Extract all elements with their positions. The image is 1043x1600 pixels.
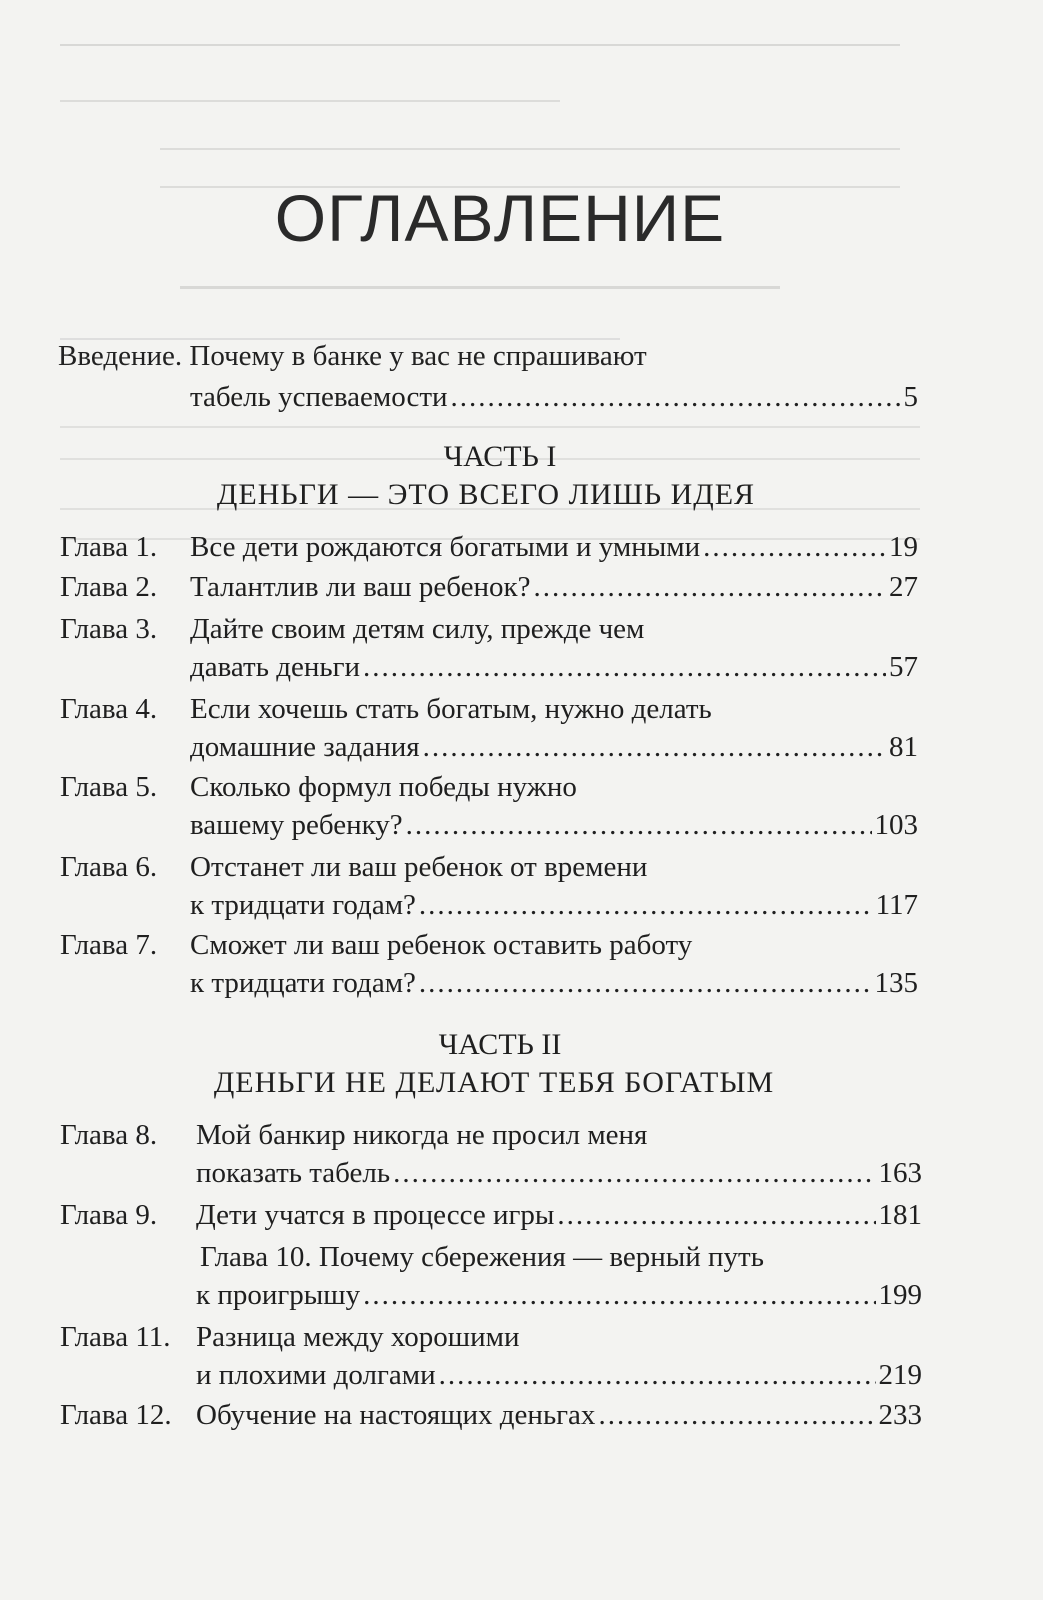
chapter-label: Глава 11.	[60, 1321, 171, 1353]
chapter-label: Глава 1.	[60, 531, 158, 563]
leader-dots	[451, 378, 901, 416]
chapter-label: Глава 3.	[60, 613, 158, 645]
chapter-title-text: домашние задания	[190, 731, 420, 763]
chapter-line	[196, 1276, 922, 1314]
chapter-title-text: Мой банкир никогда не просил меня	[196, 1119, 648, 1151]
page-number: 163	[878, 1157, 922, 1189]
chapter-line	[196, 1196, 922, 1234]
chapter-line	[190, 886, 918, 924]
chapter-title-text: Глава 10. Почему сбережения — верный путь	[200, 1241, 764, 1273]
page-number: 81	[889, 731, 918, 763]
chapter-line	[196, 1154, 922, 1192]
page-number: 19	[889, 531, 918, 563]
leader-dots	[363, 648, 886, 686]
chapter-title-text: к проигрышу	[196, 1279, 361, 1311]
chapter-label: Глава 4.	[60, 693, 158, 725]
part2-title: ДЕНЬГИ НЕ ДЕЛАЮТ ТЕБЯ БОГАТЫМ	[213, 1066, 775, 1099]
leader-dots	[419, 964, 872, 1002]
leader-dots	[423, 728, 886, 766]
chapter-title-text: Отстанет ли ваш ребенок от времени	[190, 851, 648, 883]
chapter-line	[196, 1356, 922, 1394]
page-number: 27	[889, 571, 918, 603]
part1-title: ДЕНЬГИ — ЭТО ВСЕГО ЛИШЬ ИДЕЯ	[216, 478, 756, 511]
chapter-line	[190, 648, 918, 686]
leader-dots	[533, 568, 886, 606]
leader-dots	[703, 528, 886, 566]
chapter-title-text: и плохими долгами	[196, 1359, 436, 1391]
chapter-label: Глава 5.	[60, 771, 158, 803]
chapter-title-text: вашему ребенку?	[190, 809, 403, 841]
page-number: 5	[903, 381, 918, 413]
leader-dots	[363, 1276, 875, 1314]
chapter-label: Глава 6.	[60, 851, 158, 883]
page-number: 233	[878, 1399, 922, 1431]
chapter-label: Глава 7.	[60, 929, 158, 961]
leader-dots	[393, 1154, 875, 1192]
chapter-title-text: к тридцати годам?	[190, 889, 416, 921]
part1-number: ЧАСТЬ I	[443, 440, 557, 473]
chapter-title-text: Талантлив ли ваш ребенок?	[190, 571, 531, 603]
chapter-line	[190, 528, 918, 566]
chapter-label: Глава 2.	[60, 571, 158, 603]
leader-dots	[406, 806, 872, 844]
chapter-title-text: показать табель	[196, 1157, 391, 1189]
chapter-line	[190, 964, 918, 1002]
chapter-title-text: Дайте своим детям силу, прежде чем	[190, 613, 645, 645]
intro-text: табель успеваемости	[190, 381, 448, 413]
chapter-title-text: Сможет ли ваш ребенок оставить работу	[190, 929, 693, 961]
chapter-title-text: Разница между хорошими	[196, 1321, 520, 1353]
chapter-line	[190, 568, 918, 606]
page-number: 117	[875, 889, 918, 921]
chapter-line	[190, 806, 918, 844]
leader-dots	[439, 1356, 876, 1394]
page-number: 181	[878, 1199, 922, 1231]
leader-dots	[557, 1196, 875, 1234]
leader-dots	[598, 1396, 875, 1434]
part2-number: ЧАСТЬ II	[438, 1028, 562, 1061]
chapter-title-text: к тридцати годам?	[190, 967, 416, 999]
chapter-title-text: Все дети рождаются богатыми и умными	[190, 531, 701, 563]
page-number: 57	[889, 651, 918, 683]
chapter-title-text: Если хочешь стать богатым, нужно делать	[190, 693, 712, 725]
toc-title: ОГЛАВЛЕНИЕ	[274, 181, 726, 255]
page-number: 199	[878, 1279, 922, 1311]
chapter-title-text: Дети учатся в процессе игры	[196, 1199, 555, 1231]
chapter-line	[196, 1396, 922, 1434]
chapter-line	[190, 728, 918, 766]
chapter-title-text: давать деньги	[190, 651, 360, 683]
chapter-title-text: Обучение на настоящих деньгах	[196, 1399, 596, 1431]
page-number: 103	[874, 809, 918, 841]
chapter-label: Глава 9.	[60, 1199, 158, 1231]
intro-line2	[190, 378, 918, 416]
page-number: 219	[878, 1359, 922, 1391]
chapter-title-text: Сколько формул победы нужно	[190, 771, 577, 803]
leader-dots	[419, 886, 873, 924]
intro-line1: Введение. Почему в банке у вас не спрашивают	[58, 340, 647, 372]
chapter-label: Глава 12.	[60, 1399, 172, 1431]
page-number: 135	[874, 967, 918, 999]
chapter-label: Глава 8.	[60, 1119, 158, 1151]
